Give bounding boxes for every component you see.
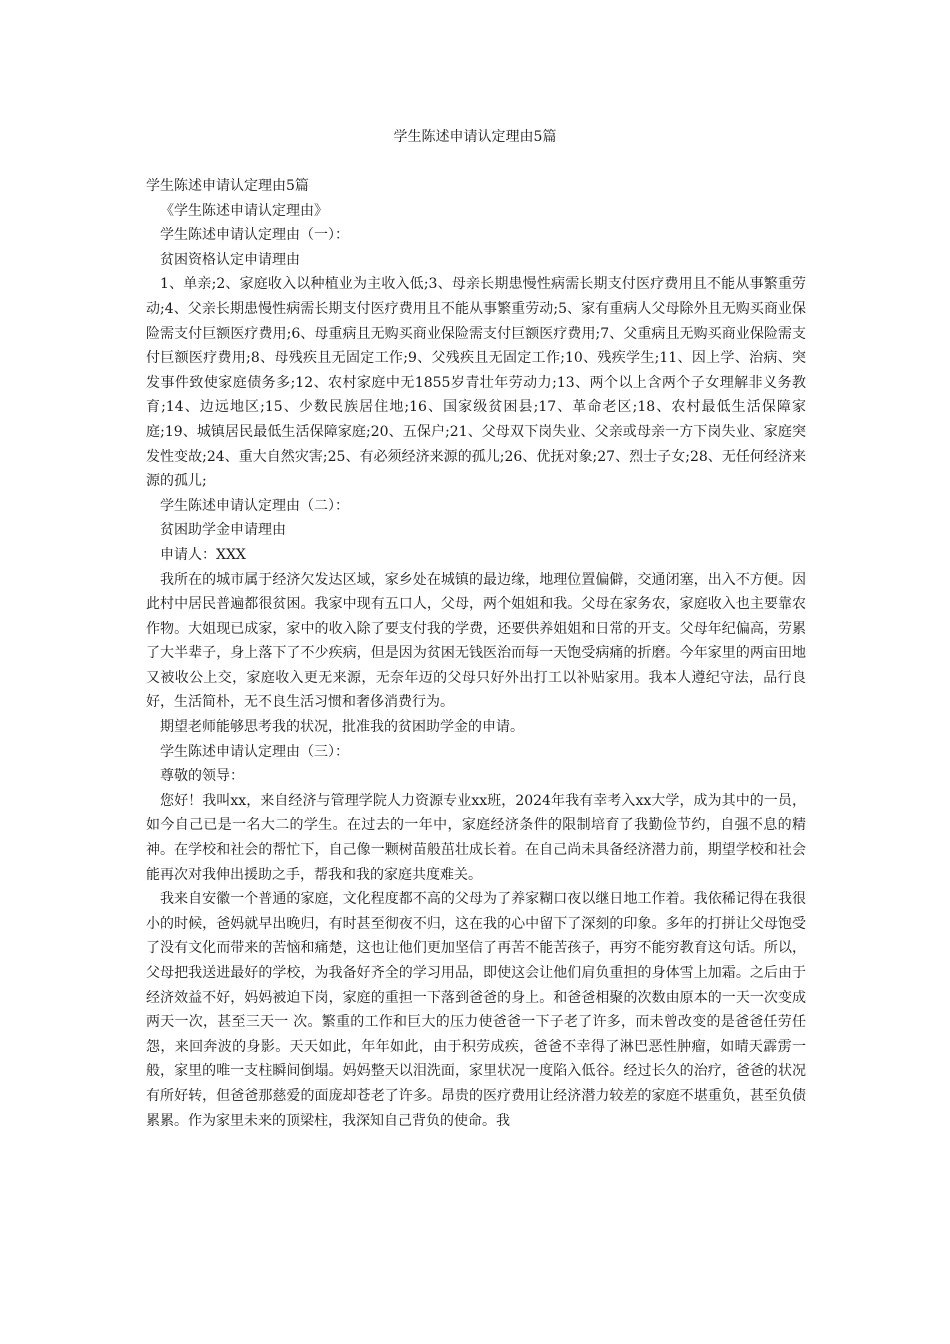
paragraph-body: 我来自安徽一个普通的家庭，文化程度都不高的父母为了养家糊口夜以继日地工作着。我依稀记得在我很小的时候，爸妈就早出晚归，有时甚至彻夜不归，这在我的心中留下了深刻的印象。多年的打拼让父母饱受了没有文化而带来的苦恼和痛楚，这也让他们更加坚信了再苦不能苦孩子，再穷不能穷教育这句话。所以，父母把我送进最好的学校，为我备好齐全的学习用品，即使这会让他们肩负重担的身体雪上加霜。之后由于经济效益不好，妈妈被迫下岗，家庭的重担一下落到爸爸的身上。和爸爸相聚的次数由原本的一天一次变成两天一次，甚至三天一 次。繁重的工作和巨大的压力使爸爸一下子老了许多，而未曾改变的是爸爸任劳任怨，来回奔波的身影。天天如此，年年如此，由于积劳成疾，爸爸不幸得了淋巴恶性肿瘤，如晴天霹雳一般，家里的唯一支柱瞬间倒塌。妈妈整天以泪洗面，家里状况一度陷入低谷。经过长久的治疗，爸爸的状况有所好转，但爸爸那慈爱的面庞却苍老了许多。昂贵的医疗费用让经济潜力较差的家庭不堪重负，甚至负债累累。作为家里未来的顶梁柱，我深知自己背负的使命。我	[146, 891, 806, 1129]
section-heading-1: 学生陈述申请认定理由（一）：	[160, 227, 349, 244]
paragraph-criteria-list: 1、单亲;2、家庭收入以种植业为主收入低;3、母亲长期患慢性病需长期支付医疗费用且不能从事繁重劳动;4、父亲长期患慢性病需长期支付医疗费用且不能从事繁重劳动;5、家有重病人父母除外且无购买商业保险需支付巨额医疗费用;6、母重病且无购买商业保险需支付巨额医疗费用;7、父重病且无购买商业保险需支付巨额医疗费用;8、母残疾且无固定工作;9、父残疾且无固定工作;10、残疾学生;11、因上学、治病、突发事件致使家庭债务多;12、农村家庭中无1855岁青壮年劳动力;13、两个以上含两个子女理解非义务教育;14、边远地区;15、少数民族居住地;16、国家级贫困县;17、革命老区;18、农村最低生活保障家庭;19、城镇居民最低生活保障家庭;20、五保户;21、父母双下岗失业、父亲或母亲一方下岗失业、家庭突发性变故;24、重大自然灾害;25、有必须经济来源的孤儿;26、优抚对象;27、烈士子女;28、无任何经济来源的孤儿;	[146, 276, 806, 490]
paragraph-applicant: 申请人：XXX	[160, 546, 246, 563]
paragraph-salutation: 尊敬的领导：	[160, 768, 244, 785]
paragraph-body: 我所在的城市属于经济欠发达区域，家乡处在城镇的最边缘，地理位置偏僻，交通闭塞，出入不方便。因此村中居民普遍都很贫困。我家中现有五口人，父母，两个姐姐和我。父母在家务农，家庭收入也主要靠农作物。大姐现已成家，家中的收入除了要支付我的学费，还要供养姐姐和日常的开支。父母年纪偏高，劳累了大半辈子，身上落下了不少疾病，但是因为贫困无钱医治而每一天饱受病痛的折磨。今年家里的两亩田地又被收公上交，家庭收入更无来源，无奈年迈的父母只好外出打工以补贴家用。我本人遵纪守法，品行良好，生活简朴，无不良生活习惯和奢侈消费行为。	[146, 571, 806, 711]
paragraph-heading: 学生陈述申请认定理由5篇	[146, 178, 309, 194]
document-body	[146, 174, 806, 1133]
paragraph-body: 期望老师能够思考我的状况，批准我的贫困助学金的申请。	[160, 719, 524, 736]
paragraph-book-title: 《学生陈述申请认定理由》	[160, 202, 328, 219]
document-title: 学生陈述申请认定理由5篇	[393, 129, 557, 145]
paragraph-body: 您好！我叫xx，来自经济与管理学院人力资源专业xx班，2024年我有幸考入xx大学，成为其中的一员，如今自己已是一名大二的学生。在过去的一年中，家庭经济条件的限制培育了我勤俭节约，自强不息的精神。在学校和社会的帮忙下，自己像一颗树苗般茁壮成长着。在自己尚未具备经济潜力前，期望学校和社会能再次对我伸出援助之手，帮我和我的家庭共度难关。	[146, 792, 806, 883]
paragraph-subtitle-2: 贫困助学金申请理由	[160, 522, 286, 539]
paragraph-subtitle-1: 贫困资格认定申请理由	[160, 251, 300, 268]
section-heading-2: 学生陈述申请认定理由（二）：	[160, 497, 349, 514]
section-heading-3: 学生陈述申请认定理由（三）：	[160, 743, 349, 760]
